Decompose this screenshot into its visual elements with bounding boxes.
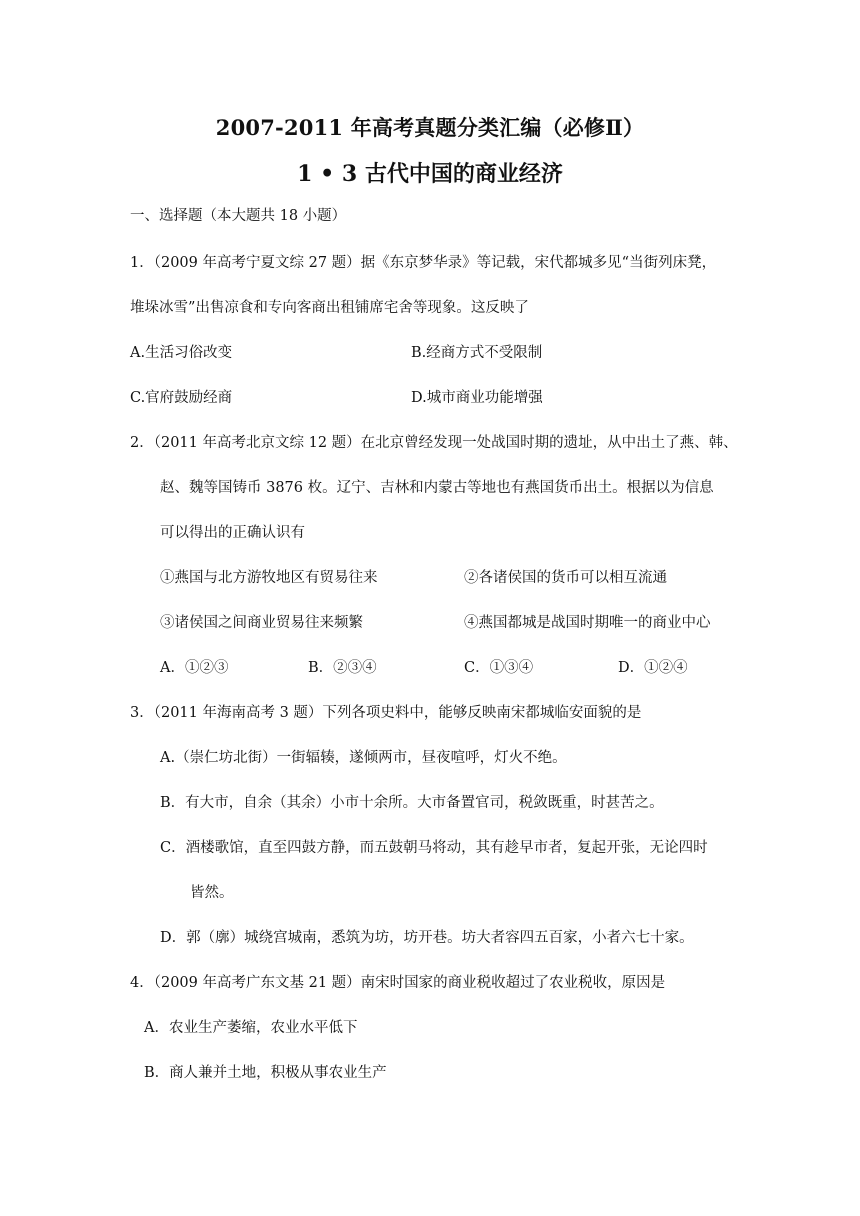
- q3-option-b: B．有大市，自余（其余）小市十余所。大市备置官司，税敛既重，时甚苦之。: [160, 795, 664, 811]
- q2-statement-2: ②各诸侯国的货币可以相互流通: [464, 570, 667, 586]
- q2-statement-1: ①燕国与北方游牧地区有贸易往来: [160, 570, 378, 586]
- q2-option-d: D．①②④: [618, 660, 688, 676]
- q4-option-a: A．农业生产萎缩，农业水平低下: [144, 1020, 358, 1036]
- q2-option-b: B．②③④: [308, 660, 377, 676]
- q2-stem-line2: 赵、魏等国铸币 3876 枚。辽宁、吉林和内蒙古等地也有燕国货币出土。根据以为信息: [160, 480, 714, 496]
- q2-option-c: C．①③④: [464, 660, 534, 676]
- q3-option-c-line2: 皆然。: [190, 885, 234, 901]
- q2-option-a: A．①②③: [160, 660, 229, 676]
- q4-stem: 4．（2009 年高考广东文基 21 题）南宋时国家的商业税收超过了农业税收，原因是: [130, 975, 666, 991]
- q2-stem-line1: 2．（2011 年高考北京文综 12 题）在北京曾经发现一处战国时期的遗址，从中出土了燕、韩、: [130, 435, 738, 451]
- q3-option-a: A.（崇仁坊北街）一街辐辏，遂倾两市，昼夜喧呼，灯火不绝。: [160, 750, 567, 766]
- section-heading: 一、选择题（本大题共 18 小题）: [130, 208, 347, 224]
- q1-option-b: B.经商方式不受限制: [411, 345, 543, 361]
- q1-stem-line1: 1．（2009 年高考宁夏文综 27 题）据《东京梦华录》等记载，宋代都城多见“当街列床凳，: [130, 255, 717, 271]
- q1-stem-line2: 堆垛冰雪”出售凉食和专向客商出租铺席宅舍等现象。这反映了: [130, 300, 529, 316]
- q2-stem-line3: 可以得出的正确认识有: [160, 525, 305, 541]
- q2-statement-4: ④燕国都城是战国时期唯一的商业中心: [464, 615, 711, 631]
- q1-option-c: C.官府鼓励经商: [130, 390, 233, 406]
- document-title: 2007-2011 年高考真题分类汇编（必修Ⅱ）: [215, 115, 645, 140]
- q4-option-b: B．商人兼并土地，积极从事农业生产: [144, 1065, 387, 1081]
- q3-option-c-line1: C．酒楼歌馆，直至四鼓方静，而五鼓朝马将动，其有趁早市者，复起开张，无论四时: [160, 840, 708, 856]
- q3-option-d: D．郭（廓）城绕宫城南，悉筑为坊，坊开巷。坊大者容四五百家，小者六七十家。: [160, 930, 694, 946]
- q3-stem: 3．（2011 年海南高考 3 题）下列各项史料中，能够反映南宋都城临安面貌的是: [130, 705, 642, 721]
- q1-option-d: D.城市商业功能增强: [411, 390, 543, 406]
- q1-option-a: A.生活习俗改变: [130, 345, 233, 361]
- document-subtitle: 1 • 3 古代中国的商业经济: [297, 161, 563, 187]
- q2-statement-3: ③诸侯国之间商业贸易往来频繁: [160, 615, 363, 631]
